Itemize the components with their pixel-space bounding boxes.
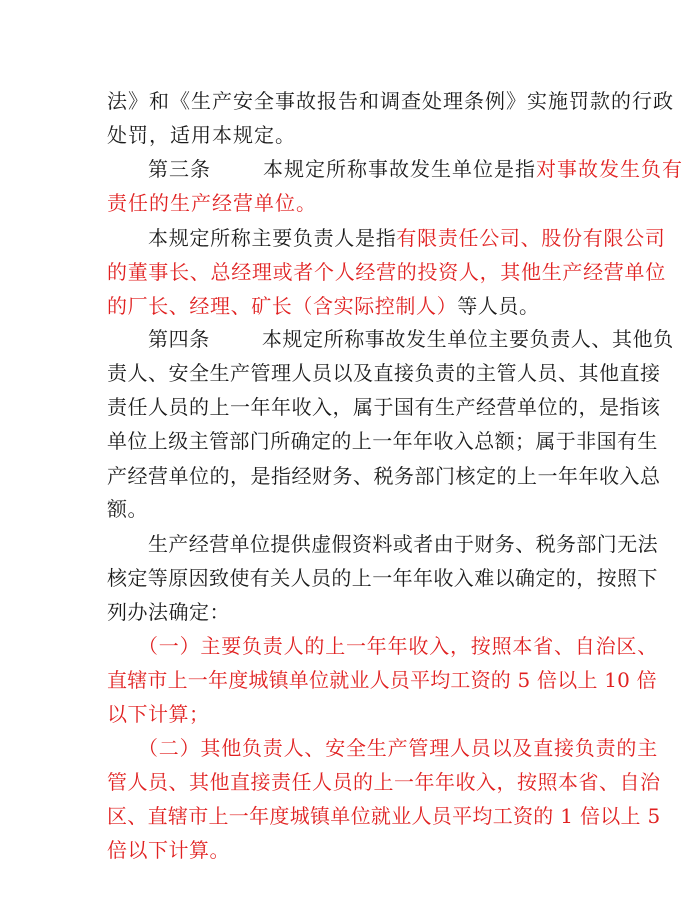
text-run: 本规定所称主要负责人是指 [148,226,397,250]
text-run: 责任人员的上一年年收入，属于国有生产经营单位的，是指该 [107,395,661,419]
text-run: 生产经营单位提供虚假资料或者由于财务、税务部门无法 [148,532,658,556]
emphasis-text: （二）其他负责人、安全生产管理人员以及直接负责的主 [138,736,658,760]
list-item-2-line [138,736,658,760]
text-line [107,429,658,453]
text-line [107,123,296,147]
article-3-line [148,157,683,181]
list-item-1-line [138,634,658,658]
text-line [148,532,658,556]
text-run: 核定等原因致使有关人员的上一年年收入难以确定的，按照下 [107,566,658,590]
article-3-label: 第三条 [148,157,211,181]
emphasis-text: （一）主要负责人的上一年年收入，按照本省、自治区、 [138,634,658,658]
article-4-label: 第四条 [148,327,210,351]
emphasis-text: 区、直辖市上一年度城镇单位就业人员平均工资的 1 倍以上 5 [107,804,661,828]
text-run: 法》和《生产安全事故报告和调查处理条例》实施罚款的行政 [107,89,674,113]
emphasis-text: 的董事长、总经理或者个人经营的投资人，其他生产经营单位 [107,260,666,284]
emphasis-text: 管人员、其他直接责任人员的上一年年收入，按照本省、自治 [107,770,661,794]
text-line [107,497,148,521]
text-run: 责人、安全生产管理人员以及直接负责的主管人员、其他直接 [107,361,661,385]
emphasis-text: 责任的生产经营单位。 [107,191,317,215]
text-run: 等人员。 [457,294,540,318]
text-run: 额。 [107,497,148,521]
list-item-1-line [107,702,210,726]
text-run: 单位上级主管部门所确定的上一年年收入总额；属于非国有生 [107,429,658,453]
text-line [107,260,666,284]
text-line [107,464,661,488]
list-item-2-line [107,804,661,828]
text-run: 本规定所称事故发生单位主要负责人、其他负 [261,327,674,351]
list-item-2-line [107,838,230,862]
text-line [148,226,666,250]
text-run: 产经营单位的，是指经财务、税务部门核定的上一年年收入总 [107,464,661,488]
text-line [107,600,230,624]
text-line [107,395,661,419]
text-run: 处罚，适用本规定。 [107,123,296,147]
text-line [107,361,661,385]
list-item-1-line [107,668,657,692]
text-run: 本规定所称事故发生单位是指 [263,157,536,181]
text-line [107,191,317,215]
text-line [107,294,540,318]
emphasis-text: 有限责任公司、股份有限公司 [396,226,666,250]
emphasis-text: 的厂长、经理、矿长（含实际控制人） [107,294,458,318]
emphasis-text: 对事故发生负有 [536,157,683,181]
text-line [107,89,674,113]
text-line [107,566,658,590]
emphasis-text: 直辖市上一年度城镇单位就业人员平均工资的 5 倍以上 10 倍 [107,668,657,692]
text-run: 列办法确定： [107,600,230,624]
emphasis-text: 以下计算； [107,702,210,726]
emphasis-text: 倍以下计算。 [107,838,230,862]
article-4-line [148,327,674,351]
list-item-2-line [107,770,661,794]
